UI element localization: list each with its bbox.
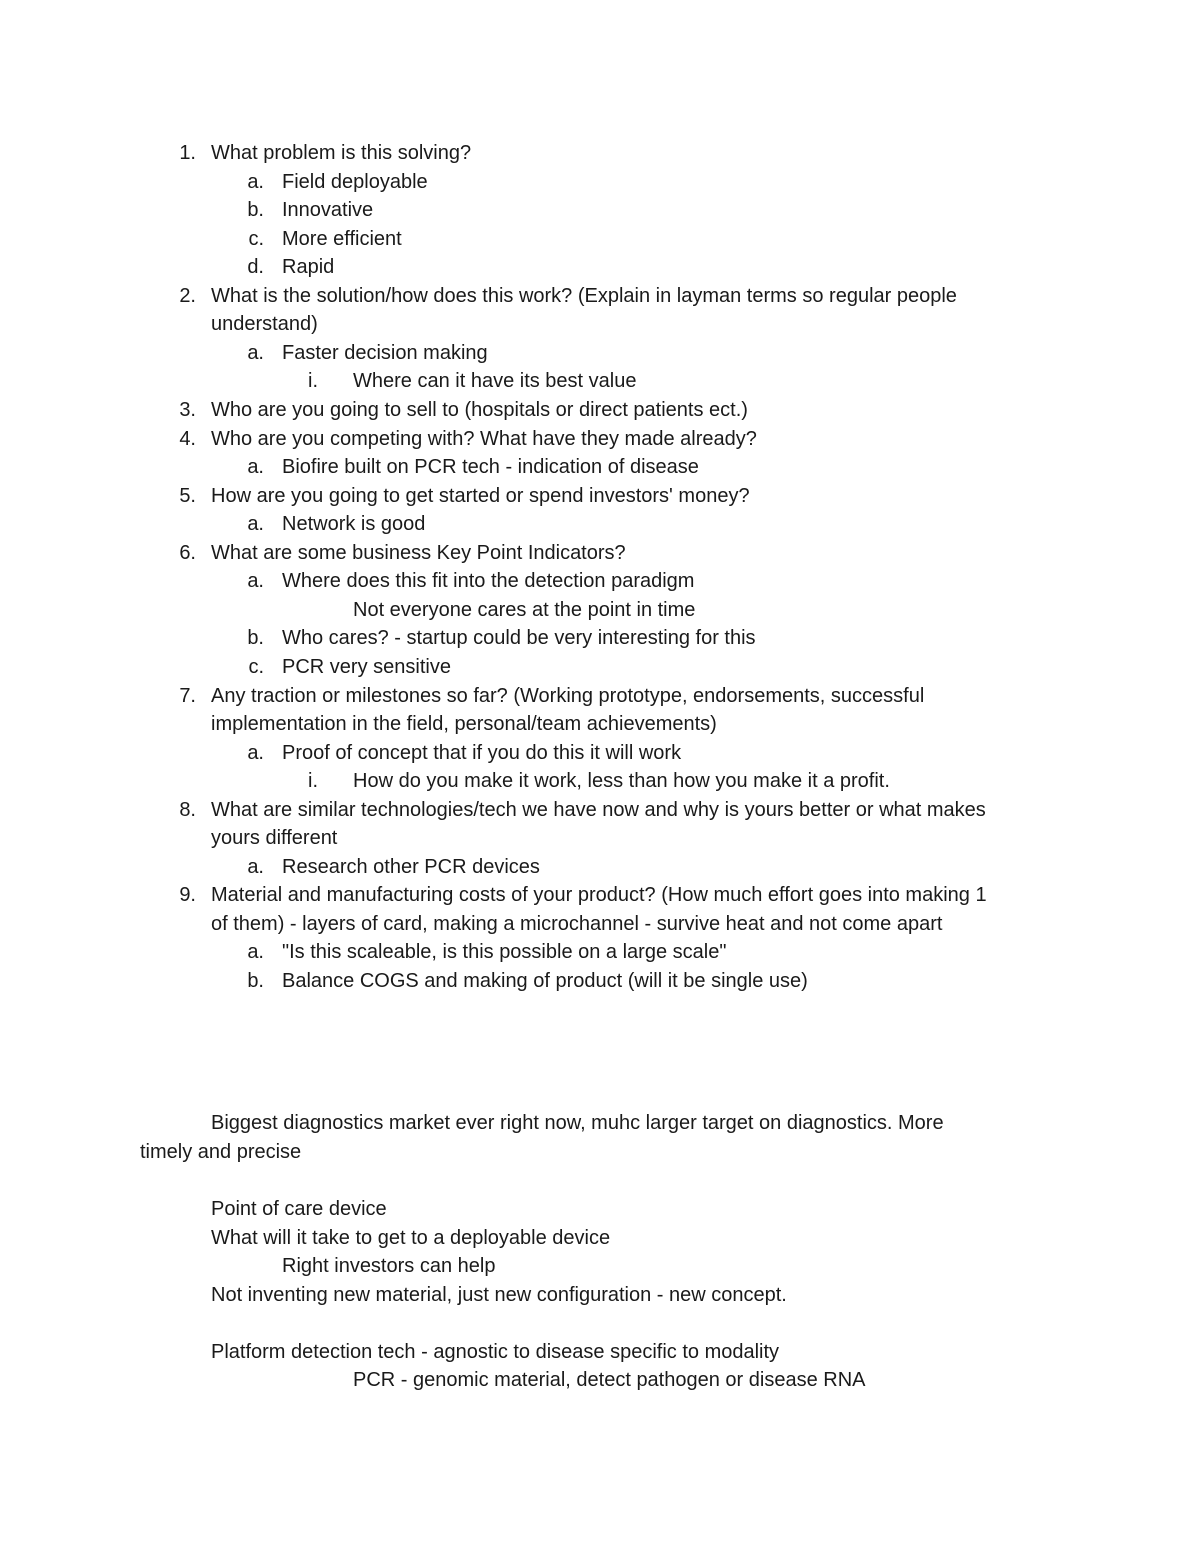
subitem-marker: b.	[247, 199, 264, 222]
question-text: What are similar technologies/tech we have now and why is yours better or what makes	[211, 798, 986, 821]
subsubitem-marker: i.	[308, 370, 318, 393]
question-number: 6.	[179, 541, 196, 564]
question-number: 1.	[179, 142, 196, 164]
subitem-text: Who cares? - startup could be very interesting for this	[282, 627, 756, 650]
subitem-marker: a.	[247, 941, 264, 964]
subitem-text: Proof of concept that if you do this it will work	[282, 741, 682, 764]
question-text: What are some business Key Point Indicators?	[211, 541, 626, 564]
question-text: What is the solution/how does this work? (Explain in layman terms so regular people	[211, 284, 957, 307]
subitem-marker: a.	[247, 855, 264, 878]
subitem-text: Where does this fit into the detection paradigm	[282, 570, 695, 593]
subitem-marker: c.	[248, 655, 264, 678]
question-text: Any traction or milestones so far? (Working prototype, endorsements, successful	[211, 684, 925, 707]
question-text: What problem is this solving?	[211, 142, 472, 164]
subsubitem-text: How do you make it work, less than how you make it a profit.	[353, 770, 890, 793]
subitem-text: Faster decision making	[282, 341, 488, 364]
question-text: Material and manufacturing costs of your product? (How much effort goes into making 1	[211, 884, 987, 907]
subitem-marker: d.	[247, 256, 264, 279]
question-text: understand)	[211, 313, 318, 336]
subitem-text: Field deployable	[282, 170, 428, 193]
subitem-marker: a.	[247, 341, 264, 364]
subitem-text: Innovative	[282, 199, 374, 222]
question-text: Who are you going to sell to (hospitals or direct patients ect.)	[211, 398, 748, 421]
note-investors: Right investors can help	[282, 1255, 496, 1277]
question-text: of them) - layers of card, making a microchannel - survive heat and not come apart	[211, 912, 943, 935]
question-text: implementation in the field, personal/team achievements)	[211, 713, 717, 735]
question-number: 8.	[179, 798, 196, 821]
subitem-text: "Is this scaleable, is this possible on a large scale"	[282, 941, 727, 964]
question-number: 2.	[179, 284, 196, 307]
subitem-marker: c.	[248, 227, 264, 250]
subitem-marker: a.	[247, 170, 264, 193]
note-pcr: PCR - genomic material, detect pathogen or disease RNA	[353, 1369, 866, 1391]
subitem-text: Research other PCR devices	[282, 855, 540, 878]
subitem-marker: a.	[247, 741, 264, 764]
question-text: yours different	[211, 827, 338, 850]
note-point-of-care: Point of care device	[211, 1198, 387, 1220]
notes-paragraph-line-2: timely and precise	[140, 1141, 302, 1163]
subitem-marker: a.	[247, 513, 264, 536]
subitem-text: Not everyone cares at the point in time	[353, 598, 696, 621]
subitem-marker: b.	[247, 970, 264, 992]
note-platform: Platform detection tech - agnostic to disease specific to modality	[211, 1341, 780, 1363]
notes-paragraph-line-1: Biggest diagnostics market ever right now, muhc larger target on diagnostics. More	[211, 1112, 944, 1134]
subitem-marker: b.	[247, 627, 264, 650]
subitem-text: Biofire built on PCR tech - indication of disease	[282, 456, 699, 479]
subitem-marker: a.	[247, 456, 264, 479]
question-text: How are you going to get started or spend investors' money?	[211, 484, 750, 507]
question-number: 7.	[179, 684, 196, 707]
subitem-marker: a.	[247, 570, 264, 593]
subitem-text: PCR very sensitive	[282, 655, 451, 678]
note-not-inventing: Not inventing new material, just new configuration - new concept.	[211, 1284, 787, 1306]
subitem-text: Rapid	[282, 256, 335, 279]
subsubitem-marker: i.	[308, 770, 318, 793]
subitem-text: Balance COGS and making of product (will it be single use)	[282, 970, 808, 992]
subitem-text: Network is good	[282, 513, 426, 536]
question-number: 4.	[179, 427, 196, 450]
subsubitem-text: Where can it have its best value	[353, 370, 637, 393]
note-deployable: What will it take to get to a deployable device	[211, 1227, 611, 1249]
subitem-text: More efficient	[282, 227, 402, 250]
question-number: 5.	[179, 484, 196, 507]
question-number: 9.	[179, 884, 196, 907]
question-number: 3.	[179, 398, 196, 421]
question-text: Who are you competing with? What have they made already?	[211, 427, 757, 450]
